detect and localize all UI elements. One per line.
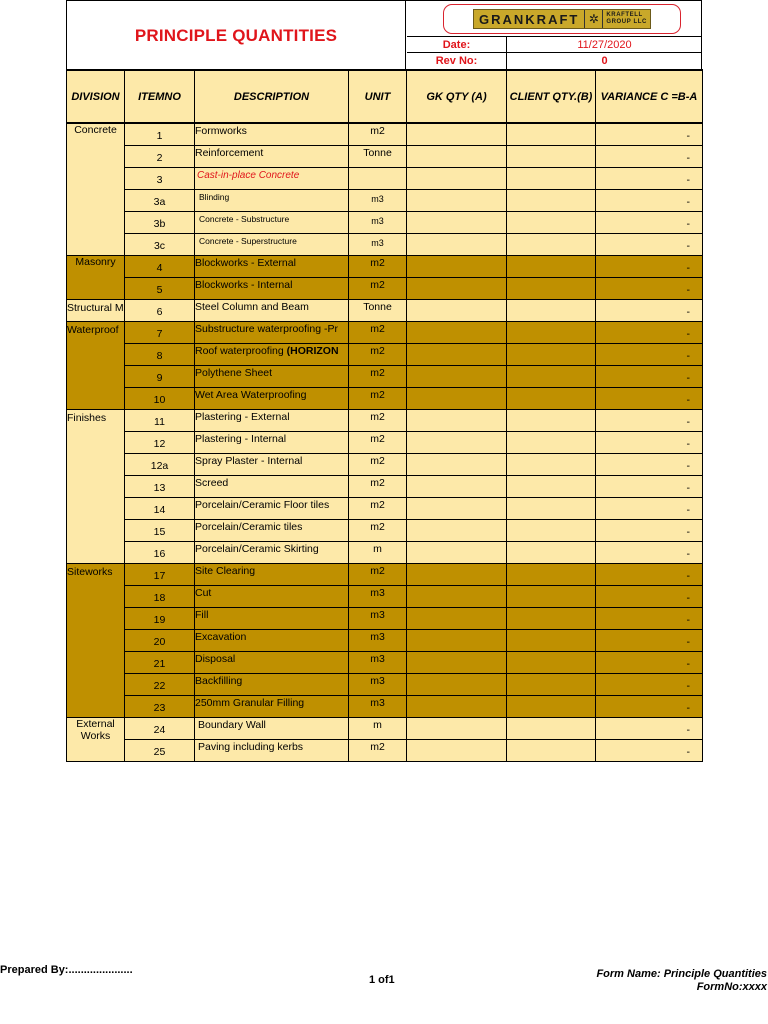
gk-qty-cell[interactable] [407,585,507,607]
item-description: Cast-in-place Concrete [195,167,349,189]
item-description: Disposal [195,651,349,673]
variance-cell: - [596,123,703,145]
gk-qty-cell[interactable] [407,541,507,563]
item-no: 6 [125,299,195,321]
variance-cell: - [596,563,703,585]
table-row [67,167,703,189]
variance-cell: - [596,717,703,739]
col-client-qty: CLIENT QTY.(B) [507,70,596,123]
item-no: 18 [125,585,195,607]
rev-row [407,53,702,69]
gk-qty-cell[interactable] [407,255,507,277]
item-no: 19 [125,607,195,629]
gk-qty-cell[interactable] [407,343,507,365]
item-no: 3b [125,211,195,233]
item-unit: m3 [349,233,407,255]
item-unit: m3 [349,189,407,211]
item-description: Roof waterproofing (HORIZON [195,343,349,365]
item-description: Backfilling [195,673,349,695]
variance-cell: - [596,145,703,167]
item-description: Polythene Sheet [195,365,349,387]
table-row [67,717,703,739]
item-description: Site Clearing [195,563,349,585]
variance-cell: - [596,343,703,365]
table-row [67,695,703,717]
item-unit: m2 [349,123,407,145]
table-row [67,519,703,541]
rev-value: 0 [601,55,608,67]
client-qty-cell[interactable] [507,255,596,277]
variance-cell: - [596,387,703,409]
gk-qty-cell[interactable] [407,321,507,343]
item-no: 10 [125,387,195,409]
gk-qty-cell[interactable] [407,277,507,299]
item-unit: m2 [349,409,407,431]
date-row [407,37,702,53]
table-row [67,233,703,255]
gk-qty-cell[interactable] [407,299,507,321]
table-row [67,431,703,453]
item-no: 15 [125,519,195,541]
item-no: 2 [125,145,195,167]
variance-cell: - [596,453,703,475]
item-no: 1 [125,123,195,145]
item-unit: m2 [349,255,407,277]
item-no: 8 [125,343,195,365]
form-number: FormNo:xxxx [696,981,767,993]
variance-cell: - [596,299,703,321]
client-qty-cell[interactable] [507,695,596,717]
item-description: Substructure waterproofing -Pr [195,321,349,343]
item-description: Blockworks - External [195,255,349,277]
page-number: 1 of1 [369,974,395,986]
variance-cell: - [596,255,703,277]
item-description: 250mm Granular Filling [195,695,349,717]
client-qty-cell[interactable] [507,717,596,739]
page-title: PRINCIPLE QUANTITIES [67,1,406,70]
gk-qty-cell[interactable] [407,431,507,453]
company-logo [443,4,681,34]
item-description: Concrete - Superstructure [195,233,349,255]
item-unit: m3 [349,607,407,629]
item-description: Plastering - Internal [195,431,349,453]
variance-cell: - [596,321,703,343]
table-row [67,453,703,475]
item-description: Wet Area Waterproofing [195,387,349,409]
item-no: 11 [125,409,195,431]
item-unit [349,167,407,189]
logo-area [407,1,702,37]
item-unit: m2 [349,497,407,519]
variance-cell: - [596,211,703,233]
gk-qty-cell[interactable] [407,519,507,541]
client-qty-cell[interactable] [507,299,596,321]
variance-cell: - [596,651,703,673]
col-description: DESCRIPTION [195,70,349,123]
table-row [67,409,703,431]
table-row [67,475,703,497]
client-qty-cell[interactable] [507,629,596,651]
col-itemno: ITEMNO [125,70,195,123]
item-unit: m3 [349,651,407,673]
table-row [67,739,703,761]
item-unit: m3 [349,695,407,717]
logo-subtext: KRAFTELL GROUP LLC [603,10,650,28]
table-row [67,255,703,277]
item-unit: m2 [349,739,407,761]
item-description: Blockworks - Internal [195,277,349,299]
gk-qty-cell[interactable] [407,607,507,629]
item-no: 16 [125,541,195,563]
client-qty-cell[interactable] [507,387,596,409]
item-unit: m2 [349,475,407,497]
item-unit: Tonne [349,299,407,321]
client-qty-cell[interactable] [507,123,596,145]
gk-qty-cell[interactable] [407,167,507,189]
item-no: 4 [125,255,195,277]
variance-cell: - [596,541,703,563]
table-row [67,563,703,585]
item-description: Cut [195,585,349,607]
date-value: 11/27/2020 [577,38,632,51]
rev-label: Rev No: [407,53,507,69]
table-row [67,321,703,343]
item-no: 3 [125,167,195,189]
variance-cell: - [596,233,703,255]
variance-cell: - [596,607,703,629]
client-qty-cell[interactable] [507,189,596,211]
gk-qty-cell[interactable] [407,145,507,167]
item-no: 7 [125,321,195,343]
client-qty-cell[interactable] [507,343,596,365]
item-unit: m3 [349,585,407,607]
table-row [67,189,703,211]
item-description: Porcelain/Ceramic tiles [195,519,349,541]
division-masonry: Masonry [67,255,125,299]
col-gk-qty: GK QTY (A) [407,70,507,123]
variance-cell: - [596,189,703,211]
item-description: Fill [195,607,349,629]
item-unit: m2 [349,387,407,409]
variance-cell: - [596,167,703,189]
gk-qty-cell[interactable] [407,563,507,585]
col-unit: UNIT [349,70,407,123]
gk-qty-cell[interactable] [407,475,507,497]
client-qty-cell[interactable] [507,409,596,431]
division-concrete: Concrete [67,123,125,255]
table-row [67,585,703,607]
table-row [67,387,703,409]
form-info [596,968,767,994]
variance-cell: - [596,277,703,299]
item-no: 5 [125,277,195,299]
item-description: Steel Column and Beam [195,299,349,321]
item-unit: m2 [349,321,407,343]
table-row [67,673,703,695]
table-row [67,607,703,629]
table-row [67,211,703,233]
table-header-row [67,70,703,123]
item-no: 21 [125,651,195,673]
item-unit: m2 [349,431,407,453]
client-qty-cell[interactable] [507,651,596,673]
item-no: 25 [125,739,195,761]
variance-cell: - [596,695,703,717]
form-name: Form Name: Principle Quantities [596,968,767,980]
item-description: Formworks [195,123,349,145]
client-qty-cell[interactable] [507,607,596,629]
item-description: Porcelain/Ceramic Skirting [195,541,349,563]
item-no: 9 [125,365,195,387]
item-unit: m2 [349,277,407,299]
table-row [67,145,703,167]
client-qty-cell[interactable] [507,519,596,541]
variance-cell: - [596,409,703,431]
client-qty-cell[interactable] [507,233,596,255]
variance-cell: - [596,519,703,541]
item-unit: m [349,717,407,739]
table-row [67,343,703,365]
table-row [67,651,703,673]
client-qty-cell[interactable] [507,211,596,233]
logo-wordmark: GRANKRAFT [474,10,585,28]
table-row [67,629,703,651]
item-no: 23 [125,695,195,717]
gk-qty-cell[interactable] [407,189,507,211]
item-unit: m2 [349,563,407,585]
item-no: 3a [125,189,195,211]
gk-qty-cell[interactable] [407,453,507,475]
item-description: Blinding [195,189,349,211]
item-no: 22 [125,673,195,695]
client-qty-cell[interactable] [507,277,596,299]
item-unit: m2 [349,365,407,387]
item-no: 14 [125,497,195,519]
client-qty-cell[interactable] [507,585,596,607]
item-no: 24 [125,717,195,739]
table-row [67,277,703,299]
item-unit: m3 [349,211,407,233]
division-finishes: Finishes [67,409,125,563]
item-no: 13 [125,475,195,497]
variance-cell: - [596,585,703,607]
gk-qty-cell[interactable] [407,365,507,387]
item-description: Plastering - External [195,409,349,431]
client-qty-cell[interactable] [507,475,596,497]
client-qty-cell[interactable] [507,563,596,585]
item-no: 20 [125,629,195,651]
table-row [67,497,703,519]
client-qty-cell[interactable] [507,431,596,453]
prepared-by: Prepared By:..................... [0,964,133,976]
gk-qty-cell[interactable] [407,211,507,233]
table-row [67,299,703,321]
gk-qty-cell[interactable] [407,409,507,431]
variance-cell: - [596,431,703,453]
gk-qty-cell[interactable] [407,739,507,761]
variance-cell: - [596,497,703,519]
table-row [67,541,703,563]
quantities-table [66,69,703,762]
item-unit: m2 [349,453,407,475]
client-qty-cell[interactable] [507,145,596,167]
item-description: Paving including kerbs [195,739,349,761]
variance-cell: - [596,629,703,651]
item-no: 12a [125,453,195,475]
date-label: Date: [407,37,507,52]
gk-qty-cell[interactable] [407,717,507,739]
client-qty-cell[interactable] [507,453,596,475]
gk-qty-cell[interactable] [407,233,507,255]
division-structural: Structural M [67,299,125,321]
item-description: Reinforcement [195,145,349,167]
client-qty-cell[interactable] [507,541,596,563]
gk-qty-cell[interactable] [407,123,507,145]
item-unit: m3 [349,673,407,695]
client-qty-cell[interactable] [507,167,596,189]
gk-qty-cell[interactable] [407,387,507,409]
table-row [67,365,703,387]
item-description: Spray Plaster - Internal [195,453,349,475]
gk-qty-cell[interactable] [407,695,507,717]
division-waterproofing: Waterproof [67,321,125,409]
variance-cell: - [596,673,703,695]
client-qty-cell[interactable] [507,739,596,761]
division-external-works: External Works [67,717,125,761]
item-description: Screed [195,475,349,497]
item-no: 3c [125,233,195,255]
client-qty-cell[interactable] [507,673,596,695]
logo-emblem-icon: ✲ [585,10,603,28]
gk-qty-cell[interactable] [407,651,507,673]
variance-cell: - [596,475,703,497]
item-description: Concrete - Substructure [195,211,349,233]
item-unit: m3 [349,629,407,651]
variance-cell: - [596,739,703,761]
col-variance: VARIANCE C =B-A [596,70,703,123]
item-unit: m2 [349,519,407,541]
col-division: DIVISION [67,70,125,123]
client-qty-cell[interactable] [507,497,596,519]
item-description: Porcelain/Ceramic Floor tiles [195,497,349,519]
gk-qty-cell[interactable] [407,497,507,519]
division-siteworks: Siteworks [67,563,125,717]
item-unit: Tonne [349,145,407,167]
item-no: 12 [125,431,195,453]
item-unit: m [349,541,407,563]
table-row [67,123,703,145]
item-no: 17 [125,563,195,585]
document-header [66,0,702,69]
item-description: Boundary Wall [195,717,349,739]
item-unit: m2 [349,343,407,365]
client-qty-cell[interactable] [507,321,596,343]
gk-qty-cell[interactable] [407,629,507,651]
client-qty-cell[interactable] [507,365,596,387]
variance-cell: - [596,365,703,387]
gk-qty-cell[interactable] [407,673,507,695]
item-description: Excavation [195,629,349,651]
